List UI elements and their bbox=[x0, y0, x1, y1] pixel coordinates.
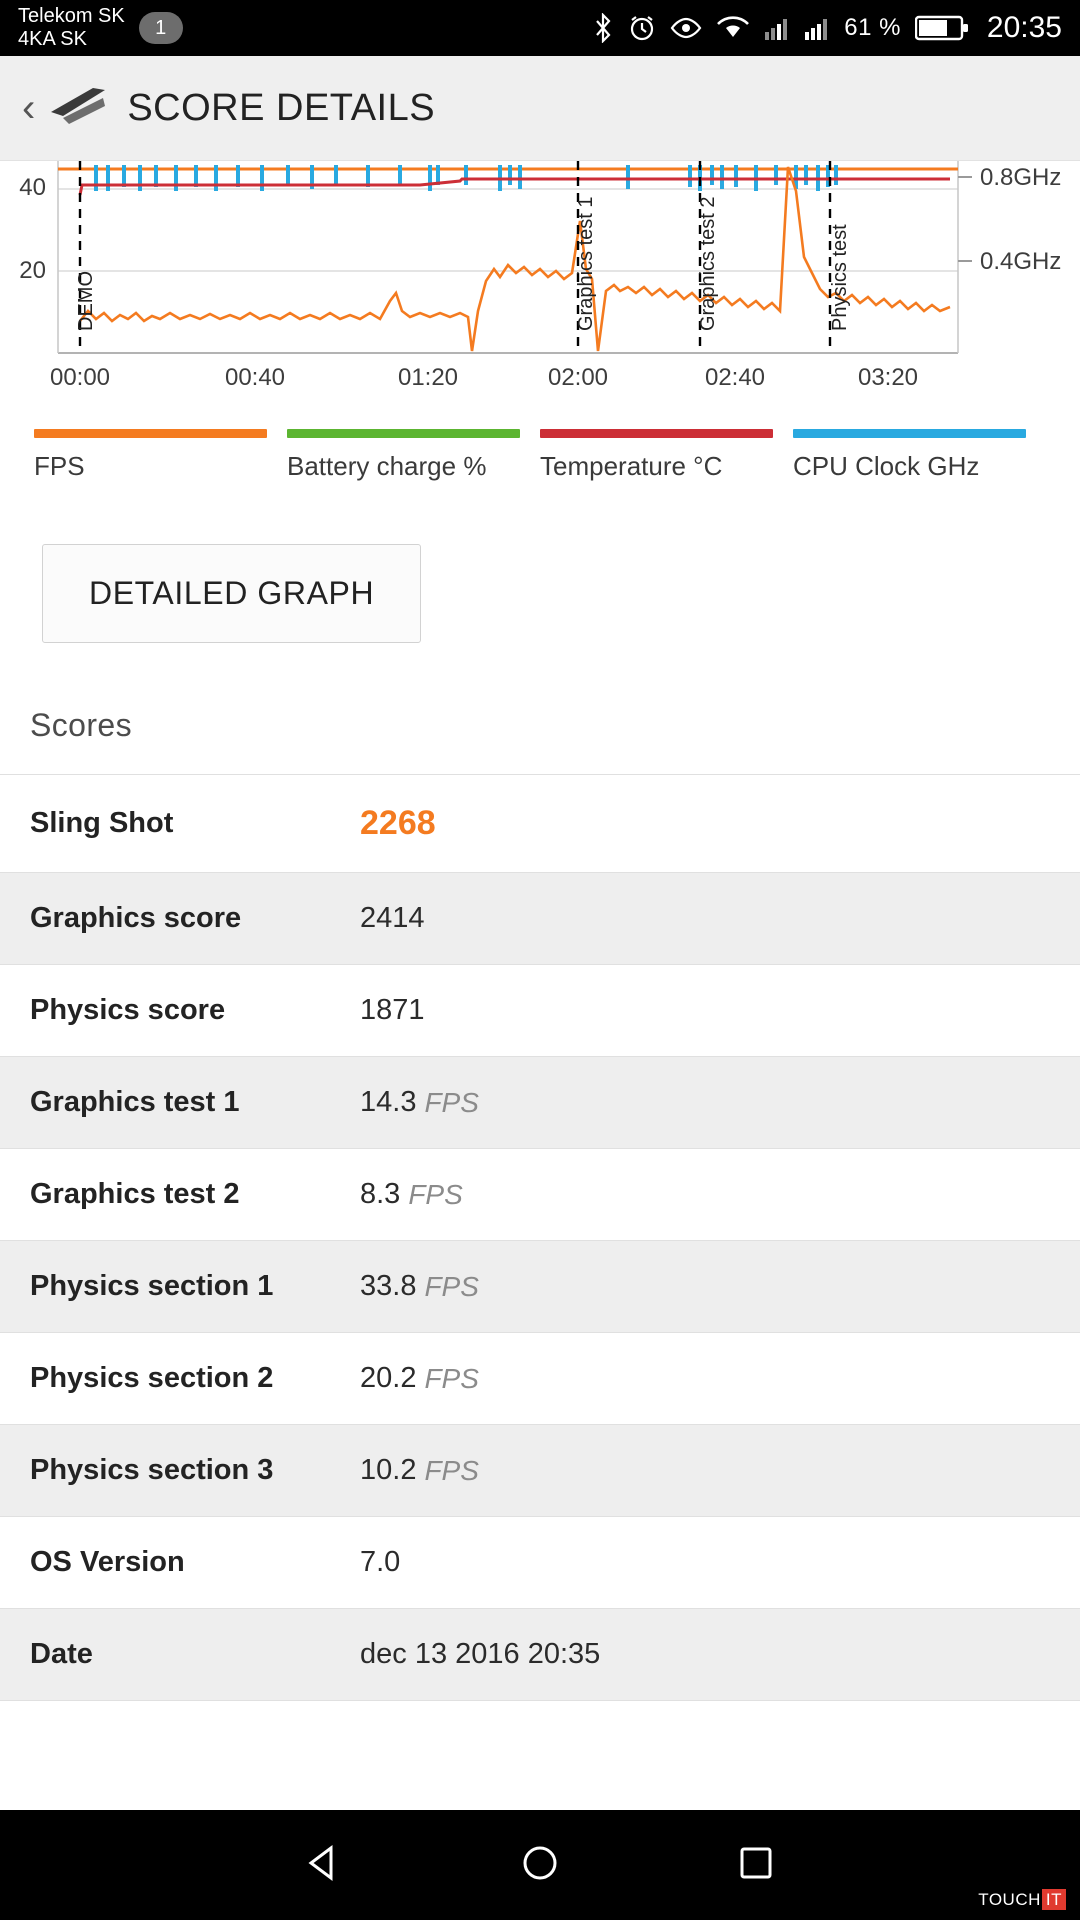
score-value: 7.0 bbox=[360, 1546, 401, 1578]
battery-percent-label: 61 % bbox=[844, 14, 901, 41]
score-label: Graphics test 1 bbox=[30, 1086, 240, 1118]
score-unit: FPS bbox=[424, 1454, 479, 1486]
legend-item-battery bbox=[287, 429, 540, 482]
svg-text:0.8GHz: 0.8GHz bbox=[980, 164, 1062, 191]
score-unit: FPS bbox=[424, 1362, 479, 1394]
scores-section-title: Scores bbox=[30, 707, 132, 743]
status-icons bbox=[592, 11, 1062, 45]
score-value: 33.8 bbox=[360, 1270, 417, 1302]
legend-swatch-cpu-clock bbox=[793, 429, 1026, 438]
notification-count-badge: 1 bbox=[139, 12, 183, 44]
legend-label-temperature: Temperature °C bbox=[540, 451, 723, 481]
table-row[interactable] bbox=[0, 1425, 1080, 1517]
score-value: 1871 bbox=[360, 994, 425, 1026]
svg-text:02:00: 02:00 bbox=[547, 364, 609, 391]
svg-text:DEMO: DEMO bbox=[75, 271, 97, 331]
score-label: Graphics test 2 bbox=[30, 1178, 240, 1210]
alarm-icon bbox=[628, 14, 656, 42]
detailed-graph-button[interactable]: DETAILED GRAPH bbox=[42, 544, 421, 643]
table-row[interactable] bbox=[0, 965, 1080, 1057]
score-label: Physics section 3 bbox=[30, 1454, 274, 1486]
recents-square-icon[interactable] bbox=[733, 1840, 779, 1891]
score-value: 20.2 bbox=[360, 1362, 417, 1394]
score-value: dec 13 2016 20:35 bbox=[360, 1638, 601, 1670]
svg-text:Graphics test 2: Graphics test 2 bbox=[697, 196, 719, 331]
score-unit: FPS bbox=[424, 1086, 479, 1118]
score-label: Sling Shot bbox=[30, 807, 174, 839]
table-row[interactable] bbox=[0, 1241, 1080, 1333]
page-title: SCORE DETAILS bbox=[127, 86, 436, 129]
svg-text:0.4GHz: 0.4GHz bbox=[980, 248, 1062, 275]
table-row[interactable] bbox=[0, 1149, 1080, 1241]
legend-item-temperature bbox=[540, 429, 793, 482]
3dmark-logo-icon bbox=[47, 84, 109, 133]
carrier-name-primary: Telekom SK bbox=[18, 5, 125, 27]
detailed-graph-row bbox=[0, 488, 1080, 643]
watermark-it: IT bbox=[1042, 1889, 1066, 1910]
svg-text:40: 40 bbox=[19, 174, 46, 201]
table-row[interactable] bbox=[0, 1609, 1080, 1701]
watermark-touch: TOUCH bbox=[978, 1890, 1041, 1909]
table-row[interactable] bbox=[0, 1517, 1080, 1609]
svg-text:03:20: 03:20 bbox=[857, 364, 919, 391]
svg-text:Physics test: Physics test bbox=[829, 224, 851, 331]
battery-icon bbox=[915, 14, 969, 42]
graph-legend bbox=[0, 411, 1080, 482]
score-value: 14.3 bbox=[360, 1086, 417, 1118]
back-button[interactable]: ‹ bbox=[22, 86, 36, 130]
watermark bbox=[978, 1890, 1066, 1910]
scores-table bbox=[0, 774, 1080, 1701]
wifi-icon bbox=[716, 15, 750, 41]
legend-item-fps bbox=[34, 429, 287, 482]
score-value: 2268 bbox=[360, 804, 436, 842]
score-label: Physics score bbox=[30, 994, 226, 1026]
svg-text:01:20: 01:20 bbox=[397, 364, 459, 391]
legend-label-battery: Battery charge % bbox=[287, 451, 487, 481]
score-value: 8.3 bbox=[360, 1178, 401, 1210]
legend-swatch-temperature bbox=[540, 429, 773, 438]
table-row[interactable] bbox=[0, 873, 1080, 965]
score-label: Graphics score bbox=[30, 902, 242, 934]
carrier-info bbox=[18, 5, 125, 51]
app-bar bbox=[0, 56, 1080, 161]
score-value: 2414 bbox=[360, 902, 425, 934]
eye-icon bbox=[670, 16, 702, 40]
table-row[interactable] bbox=[0, 775, 1080, 873]
status-clock: 20:35 bbox=[986, 11, 1062, 44]
performance-graph[interactable] bbox=[0, 161, 1080, 411]
performance-graph-card[interactable] bbox=[0, 161, 1080, 488]
score-unit: FPS bbox=[424, 1270, 479, 1302]
legend-item-cpu-clock bbox=[793, 429, 1046, 482]
bluetooth-icon bbox=[592, 13, 614, 43]
legend-label-cpu-clock: CPU Clock GHz bbox=[793, 451, 980, 481]
score-label: OS Version bbox=[30, 1546, 185, 1578]
svg-text:00:00: 00:00 bbox=[49, 364, 111, 391]
score-label: Physics section 2 bbox=[30, 1362, 274, 1394]
legend-label-fps: FPS bbox=[34, 451, 85, 481]
signal-icon-1 bbox=[764, 15, 790, 41]
table-row[interactable] bbox=[0, 1333, 1080, 1425]
carrier-name-secondary: 4KA SK bbox=[18, 28, 87, 50]
legend-swatch-battery bbox=[287, 429, 520, 438]
svg-text:20: 20 bbox=[19, 257, 46, 284]
legend-swatch-fps bbox=[34, 429, 267, 438]
back-triangle-icon[interactable] bbox=[301, 1840, 347, 1891]
svg-text:02:40: 02:40 bbox=[704, 364, 766, 391]
score-label: Physics section 1 bbox=[30, 1270, 274, 1302]
signal-icon-2 bbox=[804, 15, 830, 41]
score-value: 10.2 bbox=[360, 1454, 417, 1486]
table-row[interactable] bbox=[0, 1057, 1080, 1149]
score-label: Date bbox=[30, 1638, 93, 1670]
svg-text:Graphics test 1: Graphics test 1 bbox=[575, 196, 597, 331]
svg-text:00:40: 00:40 bbox=[224, 364, 286, 391]
score-unit: FPS bbox=[408, 1178, 463, 1210]
home-circle-icon[interactable] bbox=[517, 1840, 563, 1891]
status-bar bbox=[0, 0, 1080, 56]
system-navigation-bar bbox=[0, 1810, 1080, 1920]
